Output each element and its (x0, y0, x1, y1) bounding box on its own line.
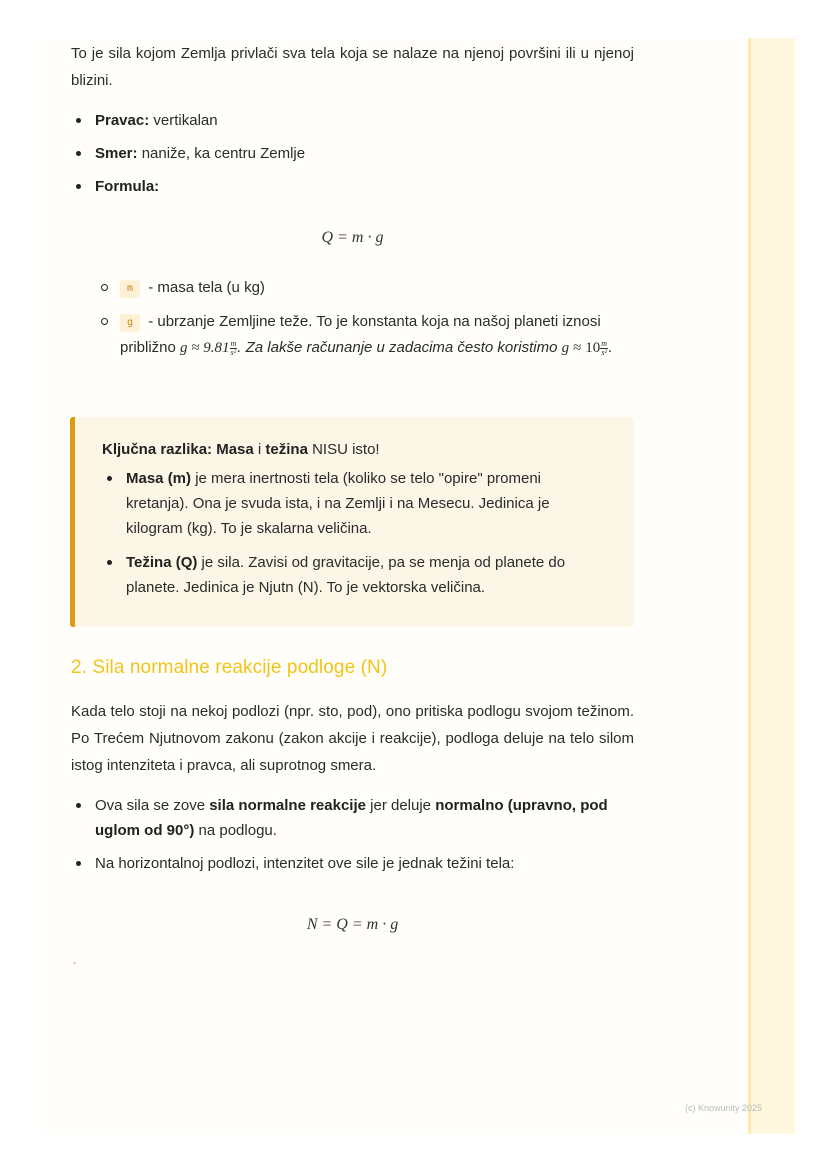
term-bold: Težina (Q) (126, 554, 198, 571)
list-item (71, 108, 634, 133)
unit-denominator: s² (230, 348, 237, 357)
property-value: vertikalan (149, 112, 218, 129)
key-difference-callout (70, 417, 634, 627)
stray-mark: ` (73, 962, 77, 973)
content-bottom (71, 698, 634, 934)
text-span: jer deluje (365, 797, 436, 814)
normal-force-formula: N = Q = m · g (306, 916, 399, 933)
section-paragraph: Kada telo stoji na nekoj podlozi (npr. sto, pod), ono pritiska podlogu svojom težinom. Po Trećem Njutnovom zakonu (zakon akcije i reakcije), podloga deluje na telo silom istog intenziteta i pravca, ali suprotnog smera. (71, 703, 634, 774)
term-bold: Masa (m) (126, 470, 192, 487)
inline-math: g ≈ 9.81 (180, 340, 230, 356)
text-span: Na horizontalnoj podlozi, intenzitet ove sile je jednak težini tela: (95, 855, 515, 872)
text-bold: sila normalne reakcije (209, 797, 366, 814)
section-heading: 2. Sila normalne reakcije podloge (N) (71, 657, 388, 678)
property-value: naniže, ka centru Zemlje (137, 145, 306, 162)
list-item (102, 466, 604, 541)
property-label: Formula: (95, 178, 160, 195)
sentence-end: . (608, 339, 613, 356)
content-top (71, 40, 634, 361)
callout-title-bold: Ključna razlika: Masa (102, 441, 254, 458)
property-label: Pravac: (95, 112, 150, 129)
list-item (71, 309, 634, 361)
variable-description: - masa tela (u kg) (144, 279, 265, 296)
callout-title-text: i (253, 441, 266, 458)
callout-title-text: NISU isto! (307, 441, 380, 458)
term-description: je sila. Zavisi od gravitacije, pa se menja od planete do planete. Jedinica je Njutn (N). To je vektorska veličina. (126, 554, 566, 596)
text-span: na podlogu. (194, 822, 277, 839)
variable-code-m: m (120, 280, 140, 298)
side-margin-stripe (748, 38, 795, 1134)
term-description: je mera inertnosti tela (koliko se telo "opire" promeni kretanja). Ona je svuda ista, i na Zemlji i na Mesecu. Jedinica je kilogram (kg). To je skalarna veličina. (126, 470, 550, 537)
inline-math: g ≈ (561, 340, 582, 356)
list-item (71, 141, 634, 166)
property-label: Smer: (95, 145, 138, 162)
intro-paragraph: To je sila kojom Zemlja privlači sva tela koja se nalaze na njenoj površini ili u njenoj blizini. (71, 45, 634, 89)
properties-list (71, 108, 634, 199)
list-item (71, 851, 634, 876)
unit-numerator: m (601, 339, 608, 348)
variables-list (71, 275, 634, 361)
list-item (102, 550, 604, 600)
variable-note: . Za lakše računanje u zadacima često koristimo (237, 339, 562, 356)
weight-formula: Q = m · g (321, 229, 384, 246)
list-item (71, 793, 634, 843)
unit-numerator: m (230, 339, 237, 348)
callout-list (102, 466, 604, 600)
callout-title-bold: težina (265, 441, 308, 458)
section-list (71, 793, 634, 876)
list-item (71, 275, 634, 301)
unit-fraction (600, 340, 608, 357)
callout-title (102, 437, 604, 462)
copyright-footer: (c) Knowunity 2025 (685, 1103, 763, 1113)
variable-code-g: g (120, 314, 140, 332)
unit-denominator: s² (601, 348, 607, 357)
inline-number: 10 (585, 340, 601, 356)
list-item (71, 174, 634, 199)
text-bold: normalno (upravno, pod uglom od 90°) (95, 797, 608, 839)
variable-description: - ubrzanje Zemljine teže. To je konstanta koja na našoj planeti iznosi približno (120, 313, 601, 356)
text-span: Ova sila se zove (95, 797, 210, 814)
